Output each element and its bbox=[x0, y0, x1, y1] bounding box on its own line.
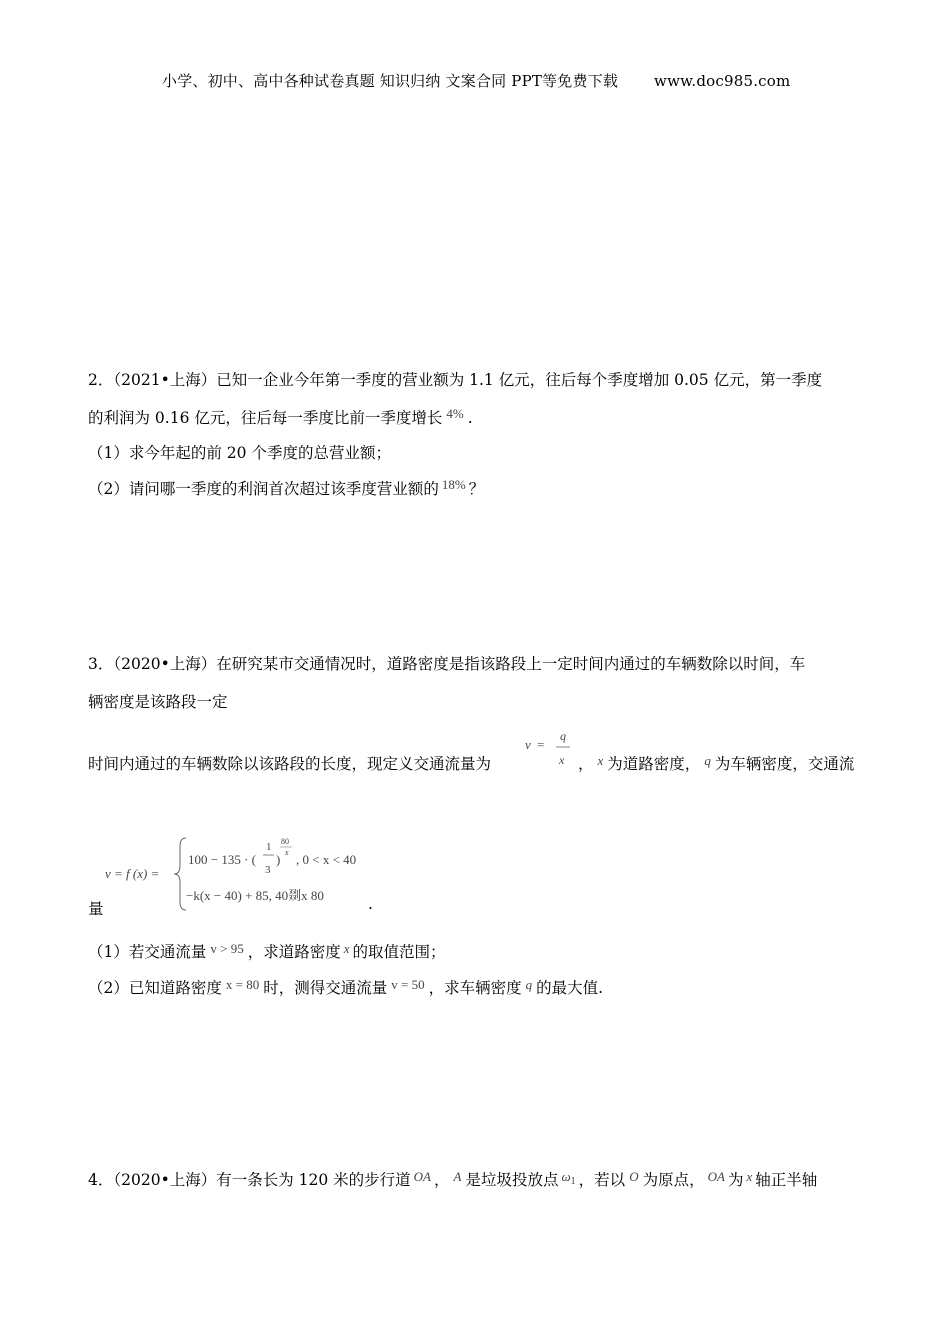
q4-number: 4． bbox=[88, 1171, 114, 1189]
q4-text-d: ，若以 bbox=[578, 1171, 626, 1189]
case1-fraction-den: 3 bbox=[265, 864, 271, 876]
q4-text-f: 为 bbox=[727, 1171, 744, 1189]
q3-sub1-text-a: （1）若交通流量 bbox=[88, 943, 207, 961]
formula-numerator: q bbox=[560, 730, 566, 743]
q2-text-2: 的利润为 0.16 亿元，往后每一季度比前一季度增长 bbox=[88, 409, 443, 427]
q3-sub1-text-c: 的取值范围； bbox=[352, 943, 446, 961]
function-lhs: v = f (x) = bbox=[105, 866, 160, 881]
case1-exponent-den: x bbox=[285, 848, 289, 857]
q3-sub2-text-a: （2）已知道路密度 bbox=[88, 979, 222, 997]
q3-line1 bbox=[88, 652, 805, 674]
q4-oa: OA bbox=[413, 1169, 431, 1184]
q3-sub2-text-c: ，求车辆密度 bbox=[428, 979, 522, 997]
q4-text-c: 是垃圾投放点 bbox=[465, 1171, 559, 1189]
case1-prefix: 100 − 135 · ( bbox=[188, 852, 256, 867]
q3-line2: 辆密度是该路段一定 bbox=[88, 693, 228, 711]
case1-fraction-num: 1 bbox=[266, 841, 272, 853]
q3-q-var: q bbox=[704, 753, 711, 768]
formula-denominator: x bbox=[559, 753, 565, 767]
header-site-link[interactable]: www.doc985.com bbox=[654, 72, 791, 90]
q4-text-a: （2020•上海）有一条长为 120 米的步行道 bbox=[113, 1171, 411, 1189]
q3-sub2-text-d: 的最大值. bbox=[536, 979, 604, 997]
q2-sub1: （1）求今年起的前 20 个季度的总营业额； bbox=[88, 444, 391, 462]
case1-exponent: 80 bbox=[281, 837, 289, 846]
q3-line3 bbox=[88, 752, 491, 774]
q4-oa-2: OA bbox=[707, 1169, 725, 1184]
formula-eq: = bbox=[537, 737, 545, 752]
q4-line1 bbox=[88, 1168, 817, 1190]
left-brace bbox=[174, 838, 186, 910]
case2-expression: −k(x − 40) + 85, 40剟x 80 bbox=[186, 888, 324, 903]
q4-text-e: 为原点， bbox=[642, 1171, 705, 1189]
q2-sub2-end: ？ bbox=[468, 480, 485, 498]
q4-omega-sub: 1 bbox=[570, 1176, 576, 1187]
q3-text-1: （2020•上海）在研究某市交通情况时，道路密度是指该路段上一定时间内通过的车辆数除以时间，车 bbox=[113, 655, 806, 673]
q4-omega: ω bbox=[561, 1169, 571, 1184]
q4-origin: O bbox=[629, 1169, 639, 1184]
q2-sub2-text: （2）请问哪一季度的利润首次超过该季度营业额的 bbox=[88, 480, 439, 498]
q3-sub1 bbox=[88, 940, 446, 962]
q2-line1 bbox=[88, 368, 822, 390]
header-banner bbox=[162, 70, 790, 91]
q2-number: 2． bbox=[88, 371, 114, 389]
case1-condition: , 0 < x < 40 bbox=[296, 852, 357, 867]
q2-rate: 4% bbox=[446, 406, 464, 421]
q3-sub1-condition: v > 95 bbox=[210, 941, 244, 956]
q4-text-g: 轴正半轴 bbox=[755, 1171, 818, 1189]
q2-percent: 18% bbox=[441, 477, 466, 492]
velocity-definition-formula bbox=[522, 730, 574, 778]
q3-sub2-condition-2: v = 50 bbox=[391, 977, 425, 992]
q4-text-b: ， bbox=[434, 1171, 450, 1189]
header-text: 小学、初中、高中各种试卷真题 知识归纳 文案合同 PPT等免费下载 bbox=[162, 72, 619, 90]
formula-v: v bbox=[525, 737, 531, 752]
q3-end-dot: . bbox=[368, 895, 373, 913]
q3-text-3a: 时间内通过的车辆数除以该路段的长度，现定义交通流量为 bbox=[88, 755, 492, 773]
q3-number: 3． bbox=[88, 655, 114, 673]
q3-sep: ， bbox=[578, 755, 594, 773]
q4-point-a: A bbox=[453, 1169, 462, 1184]
q3-sub2 bbox=[88, 976, 603, 998]
q3-text-3c: 为车辆密度，交通流 bbox=[714, 755, 855, 773]
q2-line2 bbox=[88, 406, 473, 428]
q3-line3-rest bbox=[578, 752, 854, 774]
q2-end: . bbox=[467, 409, 473, 427]
q2-sub2 bbox=[88, 477, 484, 499]
piecewise-function bbox=[100, 830, 380, 914]
q4-x-axis: x bbox=[746, 1169, 753, 1184]
q3-sub1-text-b: ，求道路密度 bbox=[247, 943, 341, 961]
q3-text-3b: 为道路密度， bbox=[607, 755, 701, 773]
case1-paren: ) bbox=[276, 852, 281, 867]
q3-sub2-var: q bbox=[525, 977, 533, 992]
q3-sub2-text-b: 时，测得交通流量 bbox=[263, 979, 388, 997]
q3-sub2-condition: x = 80 bbox=[225, 977, 260, 992]
q3-x-var: x bbox=[597, 753, 604, 768]
q2-text-1: （2021•上海）已知一企业今年第一季度的营业额为 1.1 亿元，往后每个季度增加 0.05 亿元，第一季度 bbox=[113, 371, 823, 389]
q3-sub1-var: x bbox=[343, 941, 350, 956]
q3-liang: 量 bbox=[88, 900, 104, 918]
